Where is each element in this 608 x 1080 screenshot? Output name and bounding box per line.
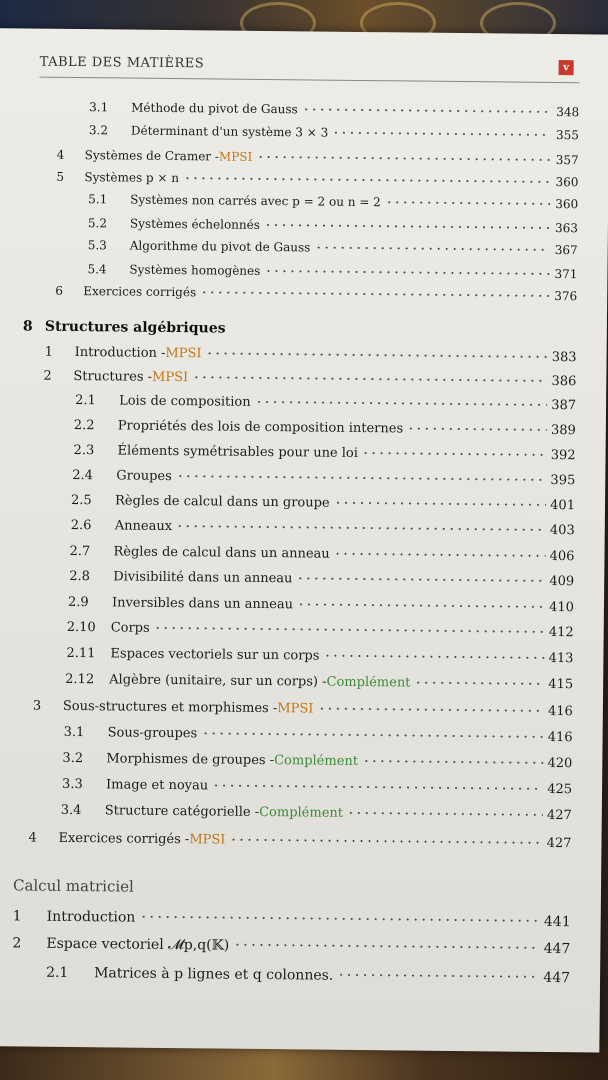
- toc-entry[interactable]: [61, 801, 572, 823]
- entry-title: Lois de composition: [119, 393, 251, 410]
- entry-level-tag: MPSI: [218, 149, 253, 164]
- entry-page: 447: [543, 969, 571, 987]
- entry-page: 427: [546, 807, 572, 824]
- entry-page: 420: [547, 755, 573, 772]
- entry-page: 395: [550, 472, 576, 489]
- entry-level-tag: MPSI: [189, 832, 226, 848]
- toc-entry[interactable]: [56, 169, 578, 189]
- entry-level-tag: Complément: [326, 674, 411, 691]
- toc-entry[interactable]: [88, 215, 578, 235]
- entry-page: 409: [549, 573, 575, 590]
- entry-number: 2.1: [75, 392, 96, 409]
- dot-leader: [256, 151, 550, 166]
- entry-number: 3.2: [88, 123, 109, 138]
- entry-page: 389: [550, 422, 576, 439]
- entry-number: 1: [44, 344, 53, 360]
- toc-entry[interactable]: [12, 933, 570, 957]
- dot-leader: [347, 806, 543, 821]
- dot-leader: [414, 676, 544, 690]
- entry-title: Divisibilité dans un anneau: [113, 569, 293, 587]
- entry-page: 403: [549, 522, 575, 539]
- entry-number: 2.1: [46, 964, 69, 981]
- entry-level-tag: MPSI: [151, 369, 189, 386]
- entry-number: 4: [28, 830, 37, 846]
- entry-number: 2: [12, 935, 22, 952]
- dot-leader: [176, 519, 546, 536]
- dot-leader: [337, 968, 539, 984]
- toc-entry[interactable]: [89, 99, 579, 119]
- entry-number: 2.6: [70, 517, 92, 534]
- toc-entry[interactable]: [67, 618, 574, 640]
- entry-title: Introduction -: [74, 344, 166, 361]
- entry-page: 360: [555, 197, 579, 212]
- toc-entry[interactable]: [46, 963, 570, 986]
- entry-page: 410: [549, 599, 575, 616]
- toc-entry[interactable]: [13, 906, 571, 930]
- dot-leader: [362, 446, 547, 461]
- chapter-number: [0, 876, 13, 894]
- toc-entry[interactable]: [62, 749, 572, 771]
- toc-entry[interactable]: [75, 391, 576, 413]
- entry-title: Introduction: [46, 908, 136, 926]
- entry-page: 415: [548, 676, 574, 693]
- toc-entry[interactable]: [74, 416, 576, 438]
- entry-title: Règles de calcul dans un anneau: [113, 544, 330, 562]
- entry-number: 3.1: [63, 724, 85, 741]
- dot-leader: [297, 597, 545, 613]
- entry-number: 2.10: [66, 619, 96, 636]
- dot-leader: [385, 196, 550, 210]
- page-header: [39, 55, 579, 84]
- entry-title: Systèmes homogènes: [129, 262, 261, 278]
- entry-number: 2.2: [73, 417, 95, 434]
- dot-leader: [264, 265, 549, 280]
- toc-entry[interactable]: [45, 343, 577, 366]
- dot-leader: [183, 172, 550, 188]
- entry-page: 360: [555, 175, 579, 190]
- entry-page: 392: [550, 447, 576, 464]
- header-title: TABLE DES MATIÈRES: [39, 54, 205, 72]
- dot-leader: [201, 726, 544, 743]
- page-number-badge: v: [559, 60, 574, 75]
- toc-entry[interactable]: [43, 367, 576, 390]
- dot-leader: [192, 370, 547, 387]
- entry-number: 4: [56, 147, 65, 162]
- dot-leader: [296, 571, 545, 587]
- entry-title: Groupes: [116, 468, 172, 485]
- entry-page: 401: [550, 497, 576, 514]
- entry-number: 2.8: [69, 568, 91, 585]
- entry-title: Méthode du pivot de Gauss: [131, 100, 298, 117]
- entry-title: Morphismes de groupes -: [106, 751, 275, 769]
- toc-entry[interactable]: [72, 466, 575, 488]
- chapter-heading[interactable]: [0, 876, 134, 895]
- entry-page: 357: [555, 153, 579, 168]
- dot-leader: [334, 496, 547, 511]
- dot-leader: [334, 547, 546, 562]
- entry-number: 2.7: [69, 543, 91, 560]
- entry-number: 5.1: [88, 192, 108, 207]
- entry-number: 5.2: [87, 216, 108, 231]
- entry-number: 5.4: [87, 262, 107, 277]
- toc-entry[interactable]: [71, 491, 575, 513]
- entry-title: Corps: [110, 620, 150, 636]
- dot-leader: [255, 395, 548, 411]
- dot-leader: [362, 754, 544, 769]
- entry-page: 355: [555, 128, 579, 143]
- entry-title: Systèmes de Cramer -: [84, 148, 220, 164]
- entry-page: 416: [547, 729, 573, 746]
- toc-entry[interactable]: [64, 723, 573, 745]
- entry-number: 1: [12, 908, 22, 925]
- entry-title: Matrices à p lignes et q colonnes.: [94, 965, 334, 984]
- chapter-title: Structures algébriques: [44, 318, 226, 337]
- entry-number: 5.3: [87, 238, 107, 253]
- toc-entry[interactable]: [66, 644, 573, 666]
- entry-number: 3.3: [62, 776, 83, 793]
- entry-level-tag: Complément: [259, 804, 344, 821]
- toc-entry[interactable]: [89, 122, 579, 142]
- entry-number: 5: [56, 169, 65, 184]
- entry-page: 376: [554, 289, 578, 304]
- entry-title: Algorithme du pivot de Gauss: [129, 238, 311, 255]
- dot-leader: [139, 910, 540, 928]
- entry-level-tag: MPSI: [165, 345, 202, 362]
- toc-entry[interactable]: [68, 593, 574, 615]
- entry-number: 3.4: [60, 802, 82, 819]
- entry-title: Sous-groupes: [107, 725, 198, 742]
- toc-entry[interactable]: [69, 567, 574, 589]
- entry-page: 406: [549, 548, 575, 565]
- chapter-heading[interactable]: [23, 318, 226, 336]
- entry-title: Éléments symétrisables pour une loi: [117, 443, 359, 461]
- dot-leader: [317, 702, 544, 717]
- entry-number: 3.2: [62, 750, 84, 767]
- toc-entry[interactable]: [65, 670, 573, 692]
- toc-entry[interactable]: [62, 775, 572, 797]
- entry-title: Espaces vectoriels sur un corps: [110, 646, 320, 664]
- dot-leader: [154, 621, 545, 638]
- chapter-title: Calcul matriciel: [12, 876, 135, 896]
- entry-number: 3: [32, 698, 42, 714]
- toc-entry[interactable]: [88, 191, 578, 211]
- chapter-number: 8: [22, 318, 33, 335]
- dot-leader: [323, 649, 544, 664]
- entry-title: Sous-structures et morphismes -: [62, 698, 278, 717]
- entry-title: Anneaux: [114, 518, 173, 535]
- entry-title: Systèmes non carrés avec p = 2 ou n = 2: [130, 192, 381, 210]
- entry-number: 2: [43, 368, 52, 384]
- dot-leader: [206, 346, 548, 363]
- dot-leader: [332, 127, 551, 141]
- entry-page: 387: [551, 397, 577, 414]
- entry-page: 413: [548, 650, 574, 667]
- entry-title: Propriétés des lois de composition internes: [117, 418, 404, 437]
- entry-number: 6: [55, 283, 63, 298]
- entry-title: Exercices corrigés: [83, 284, 197, 300]
- dot-leader: [314, 241, 550, 255]
- dot-leader: [200, 286, 549, 302]
- entry-title: Image et noyau: [106, 777, 209, 794]
- entry-number: 2.3: [73, 442, 95, 459]
- toc-page: [0, 28, 608, 1053]
- entry-title: Structure catégorielle -: [104, 803, 260, 820]
- entry-number: 3.1: [89, 100, 109, 115]
- entry-number: 2.12: [65, 671, 95, 688]
- toc-entry[interactable]: [33, 697, 573, 720]
- toc-entry[interactable]: [88, 237, 578, 257]
- dot-leader: [302, 103, 552, 118]
- entry-number: 2.11: [66, 645, 96, 662]
- entry-page: 386: [551, 373, 577, 390]
- dot-leader: [407, 421, 547, 435]
- toc-entry[interactable]: [71, 516, 575, 538]
- dot-leader: [229, 833, 542, 849]
- entry-page: 371: [554, 267, 578, 282]
- toc-entry[interactable]: [87, 261, 577, 281]
- entry-title: Déterminant d'un système 3 × 3: [130, 123, 329, 140]
- entry-page: 363: [554, 221, 579, 236]
- entry-page: 427: [546, 835, 572, 852]
- entry-page: 425: [547, 781, 573, 798]
- dot-leader: [233, 938, 539, 955]
- entry-title: Règles de calcul dans un groupe: [114, 493, 330, 511]
- entry-title: Espace vectoriel 𝓜p,q(𝕂): [46, 935, 230, 954]
- toc-entry[interactable]: [69, 542, 574, 564]
- dot-leader: [264, 219, 550, 234]
- entry-page: 412: [548, 624, 574, 641]
- entry-level-tag: Complément: [274, 753, 359, 769]
- toc-entry[interactable]: [55, 283, 577, 303]
- entry-page: 367: [554, 243, 578, 258]
- entry-page: 348: [556, 105, 580, 120]
- entry-page: 416: [547, 703, 573, 720]
- entry-title: Systèmes p × n: [84, 170, 180, 186]
- entry-title: Algèbre (unitaire, sur un corps) -: [109, 672, 327, 690]
- entry-page: 441: [543, 913, 571, 931]
- entry-number: 2.5: [70, 492, 92, 509]
- toc-entry[interactable]: [28, 829, 571, 852]
- entry-title: Inversibles dans un anneau: [111, 595, 294, 613]
- dot-leader: [212, 778, 543, 794]
- entry-number: 2.9: [67, 594, 89, 611]
- entry-page: 447: [543, 940, 571, 958]
- entry-title: Structures -: [73, 368, 153, 385]
- dot-leader: [176, 469, 547, 486]
- entry-title: Systèmes échelonnés: [129, 216, 260, 232]
- entry-title: Exercices corrigés -: [58, 830, 190, 848]
- entry-number: 2.4: [72, 467, 94, 484]
- toc-entry[interactable]: [74, 441, 576, 463]
- toc-entry[interactable]: [57, 147, 579, 167]
- entry-level-tag: MPSI: [277, 701, 314, 717]
- entry-page: 383: [551, 349, 577, 366]
